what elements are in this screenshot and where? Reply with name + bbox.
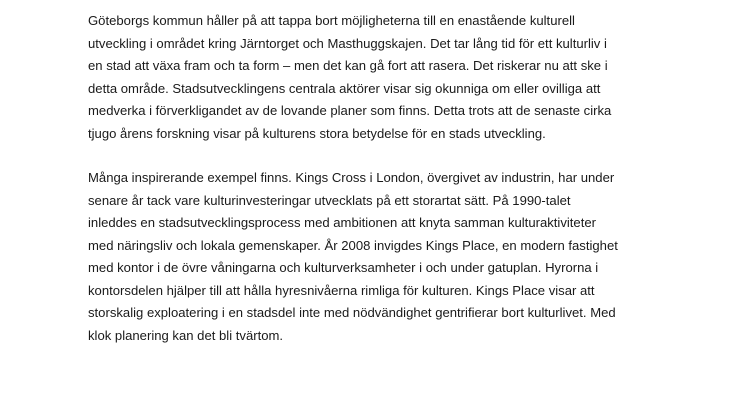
text-line: medverka i förverkligandet av de lovande planer som finns. Detta trots att de senaste cirka: [88, 103, 612, 118]
text-line: inleddes en stadsutvecklingsprocess med ambitionen att knyta samman kulturaktiviteter: [88, 215, 596, 230]
text-line: senare år tack vare kulturinvesteringar utvecklats på ett storartat sätt. På 1990-talet: [88, 192, 571, 208]
text-line: klok planering kan det bli tvärtom.: [88, 327, 284, 343]
paragraph-2: [88, 167, 728, 347]
text-line: med näringsliv och lokala gemenskaper. År 2008 invigdes Kings Place, en modern fastighet: [88, 237, 618, 253]
text-line: kontorsdelen hjälper till att hålla hyresnivåerna rimliga för kulturen. Kings Place visar att: [88, 282, 595, 298]
text-line: detta område. Stadsutvecklingens centrala aktörer visar sig okunniga om eller ovilliga att: [88, 80, 601, 96]
paragraph-1: [88, 10, 728, 145]
text-line: Göteborgs kommun håller på att tappa bort möjligheterna till en enastående kulturell: [88, 13, 575, 28]
text-line: med kontor i de övre våningarna och kulturverksamheter i och under gatuplan. Hyrorna i: [88, 260, 599, 275]
document-page: [88, 10, 728, 347]
text-line: tjugo årens forskning visar på kulturens stora betydelse för en stads utveckling.: [88, 125, 546, 141]
text-line: storskalig exploatering i en stadsdel inte med nödvändighet gentrifierar bort kulturlivet. Med: [88, 305, 616, 320]
text-line: en stad att växa fram och ta form – men det kan gå fort att rasera. Det riskerar nu att ske i: [88, 58, 608, 73]
text-line: utveckling i området kring Järntorget och Masthuggskajen. Det tar lång tid för ett kulturliv i: [88, 35, 607, 51]
text-line: Många inspirerande exempel finns. Kings Cross i London, övergivet av industrin, har under: [88, 170, 615, 185]
